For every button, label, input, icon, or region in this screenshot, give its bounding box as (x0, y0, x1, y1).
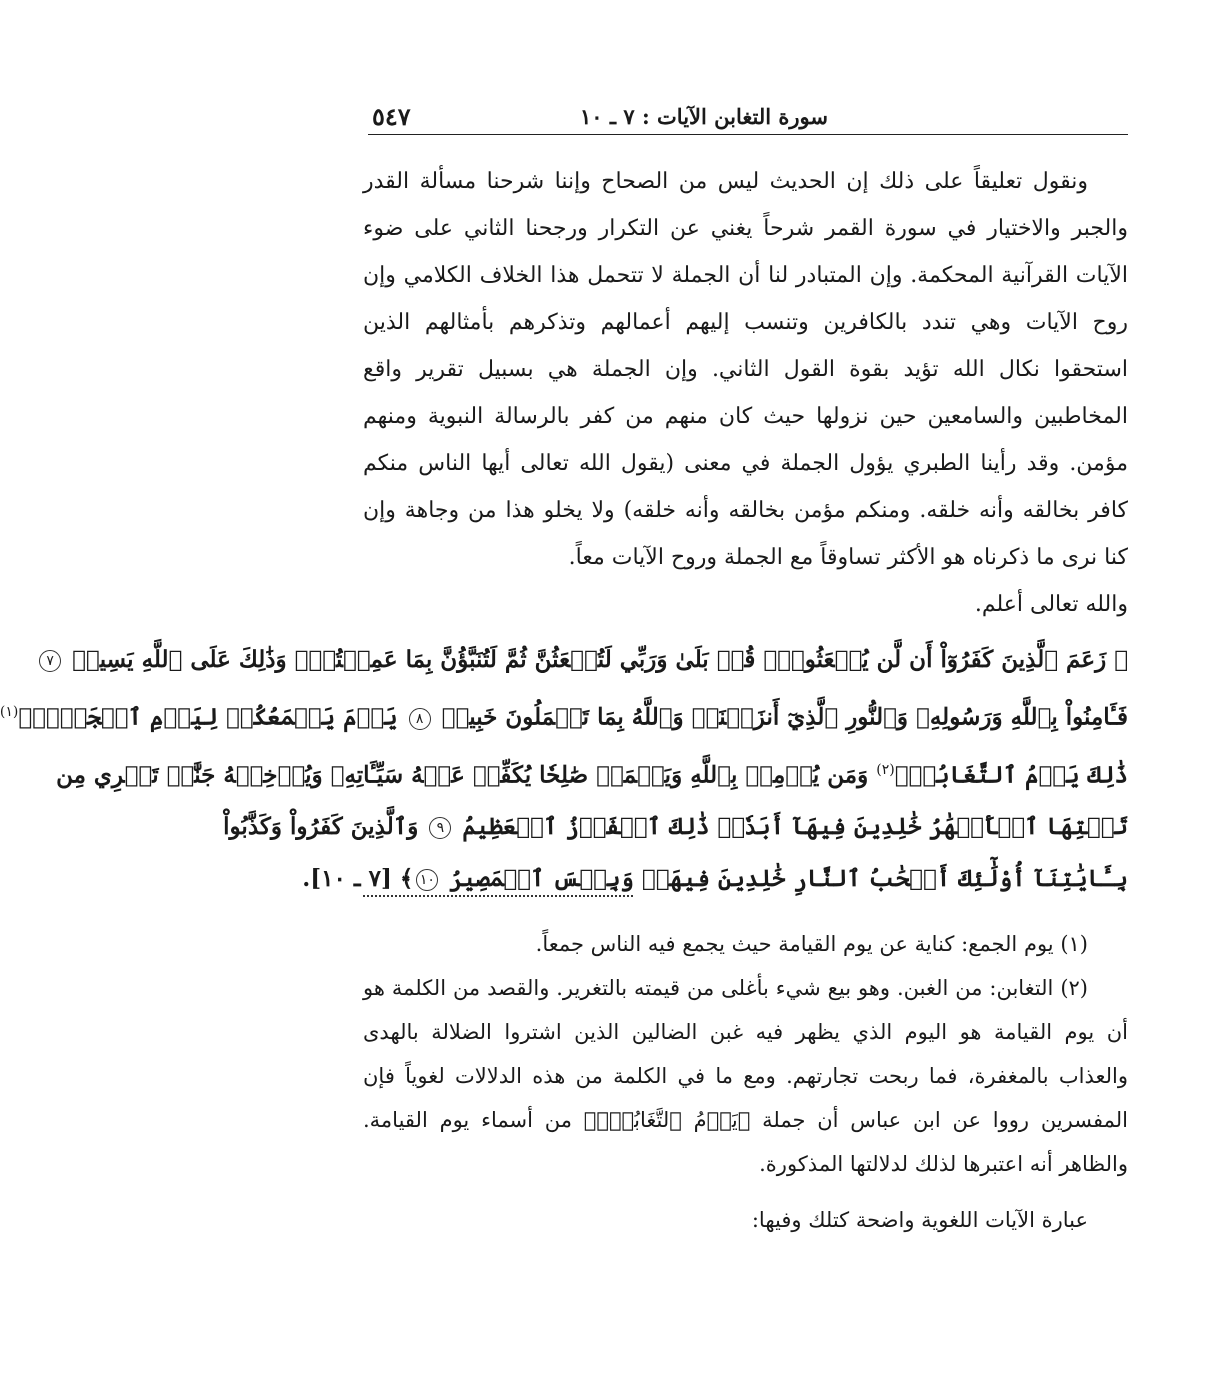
ayah-number-7: ٧ (39, 650, 61, 672)
ayah-number-8: ٨ (409, 708, 431, 730)
trailing-sentence: عبارة الآيات اللغوية واضحة كتلك وفيها: (751, 1208, 1088, 1232)
closing-sentence: والله تعالى أعلم. (974, 592, 1128, 617)
verse-line-5: بِـَٔايَٰتِنَآ أُوْلَٰٓئِكَ أَصۡحَٰبُ ٱلنَّارِ خَٰلِدِينَ فِيهَاۖ وَبِئۡسَ ٱلۡمَصِيرُ ١٠﴾ [٧ ـ ١٠]. (302, 865, 1128, 893)
main-commentary (363, 158, 1128, 628)
verse-line-2: فَـَٔامِنُواْ بِٱللَّهِ وَرَسُولِهِۦ وَٱلنُّورِ ٱلَّذِيٓ أَنزَلۡنَاۚ وَٱللَّهُ بِمَا تَعۡمَلُونَ خَبِيرٞ ٨ يَوۡمَ يَجۡمَعُكُمۡ لِيَوۡمِ ٱلۡجَمۡعِۖ$^{(١)}$ (0, 703, 1128, 731)
footnotes (363, 922, 1128, 1242)
page-number: ٥٤٧ (372, 102, 411, 131)
footnote-2: (٢) التغابن: من الغبن. وهو بيع شيء بأغلى من قيمته بالتغرير. والقصد من الكلمة هو أن يوم القيامة هو اليوم الذي يظهر فيه غبن الضالين الذين اشتروا الضلالة بالهدى والعذاب بالمغفرة، فما ربحت تجارتهم. ومع ما في الكلمة من هذه الدلالات لغوياً فإن المفسرين رووا عن ابن عباس أن جملة ﴿يَوۡمُ ٱلتَّغَابُنِۗ﴾ من أسماء يوم القيامة. والظاهر أنه اعتبرها لذلك لدلالتها المذكورة. (363, 976, 1128, 1176)
commentary-paragraph: ونقول تعليقاً على ذلك إن الحديث ليس من الصحاح وإننا شرحنا مسألة القدر والجبر والاختيار في سورة القمر شرحاً يغني عن التكرار ورجحنا الثاني على ضوء الآيات القرآنية المحكمة. وإن المتبادر لنا أن الجملة لا تتحمل هذا الخلاف الكلامي وإن روح الآيات وهي تندد بالكافرين وتنسب إليهم أعمالهم وتذكرهم بأمثالهم الذين استحقوا نكال الله تؤيد بقوة القول الثاني. وإن الجملة هي بسبيل تقرير واقع المخاطبين والسامعين حين نزولها حيث كان منهم من كفر بالرسالة النبوية ومنهم مؤمن. وقد رأينا الطبري يؤول الجملة في معنى (يقول الله تعالى أيها الناس منكم كافر بخالقه وأنه خلقه. ومنكم مؤمن بخالقه وأنه خلقه) ولا يخلو هذا من وجاهة وإن كنا نرى ما ذكرناه هو الأكثر تساوقاً مع الجملة وروح الآيات معاً. (363, 169, 1128, 570)
verse-line-4: تَحۡتِهَا ٱلۡأَنۡهَٰرُ خَٰلِدِينَ فِيهَآ أَبَدٗاۚ ذَٰلِكَ ٱلۡفَوۡزُ ٱلۡعَظِيمُ ٩ وَٱلَّذِينَ كَفَرُواْ وَكَذَّبُواْ (223, 813, 1128, 841)
quran-verses (0, 634, 1128, 905)
ayah-number-9: ٩ (429, 817, 451, 839)
footnote-marker-1: (١) (0, 704, 19, 720)
footnote-separator (363, 895, 633, 897)
running-title: سورة التغابن الآيات : ٧ ـ ١٠ (580, 104, 828, 129)
verse-line-3: ذَٰلِكَ يَوۡمُ ٱلتَّغَابُنِۗ$^{(٢)}$ وَمَن يُؤۡمِنۢ بِٱللَّهِ وَيَعۡمَلۡ صَٰلِحٗا يُكَفِّرۡ عَنۡهُ سَيِّـَٔاتِهِۦ وَيُدۡخِلۡهُ جَنَّٰتٖ تَجۡرِي مِن (56, 761, 1128, 789)
page-header (368, 100, 1128, 135)
ayah-number-10: ١٠ (416, 869, 438, 891)
verse-line-1: ﴿ زَعَمَ ٱلَّذِينَ كَفَرُوٓاْ أَن لَّن يُبۡعَثُواْۚ قُلۡ بَلَىٰ وَرَبِّي لَتُبۡعَثُنَّ ثُمَّ لَتُنَبَّؤُنَّ بِمَا عَمِلۡتُمۡۚ وَذَٰلِكَ عَلَى ٱللَّهِ يَسِيرٞ ٧ (363, 634, 1128, 686)
footnote-1: (١) يوم الجمع: كناية عن يوم القيامة حيث يجمع فيه الناس جمعاً. (535, 932, 1088, 956)
footnote-marker-2: (٢) (876, 761, 895, 778)
